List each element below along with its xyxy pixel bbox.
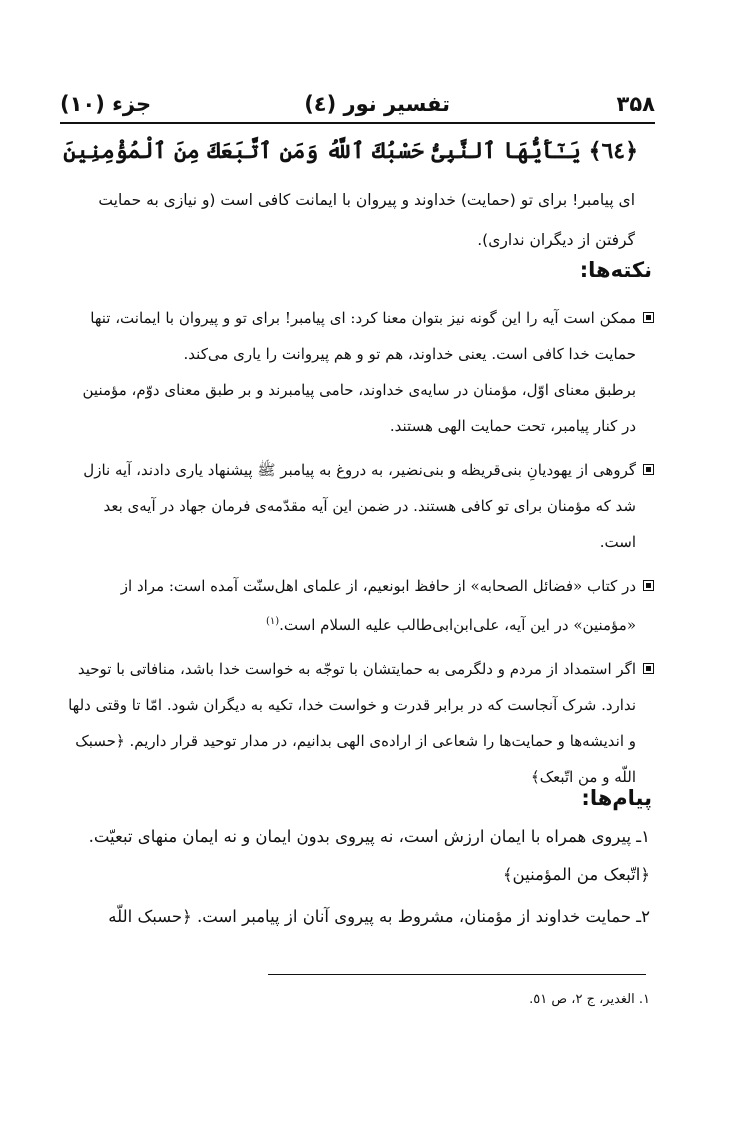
square-bullet-icon: [643, 580, 654, 591]
note-item: [64, 300, 654, 444]
note-text: گروهی از یهودیانِ بنی‌قریظه و بنی‌نضیر، به دروغ به پیامبر ﷺ پیشنهاد یاری دادند، آیه نازل شد که مؤمنان برای تو کافی هستند. در ضمن این آیه مقدّمه‌ی فرمان جهاد در آیه‌ی بعد است.: [83, 461, 636, 551]
book-title: تفسیر نور (٤): [304, 92, 450, 116]
notes-list: [64, 300, 654, 795]
note-text: اگر استمداد از مردم و دلگرمی به حمایتشان با توجّه به خواست خدا باشد، منافاتی با توحید ندارد. شرک آنجاست که در برابر قدرت و خواست خدا، تکیه به دیگران شود. امّا تا وقتی دلها و اندیشه‌ها و حمایت‌ها را شعاعی از اراده‌ی الهی بدانیم، در مدار توحید قرار داریم. ﴿حسبک اللّه و من اتّبعک﴾: [68, 660, 636, 786]
note-text-wrapper: [64, 568, 636, 643]
square-bullet-icon: [643, 663, 654, 674]
notes-heading: نکته‌ها:: [579, 258, 652, 282]
square-bullet-icon: [643, 464, 654, 475]
messages-list: [62, 818, 650, 940]
juz-label: جزء (١٠): [60, 92, 152, 116]
message-item: ٢ـ حمایت خداوند از مؤمنان، مشروط به پیروی آنان از پیامبر است. ﴿حسبک اللّه: [108, 907, 650, 926]
footnote: ١. الغدیر، ج ٢، ص ٥١.: [529, 992, 650, 1007]
footnote-reference[interactable]: (١): [265, 616, 280, 627]
verse-translation: ای پیامبر! برای تو (حمایت) خداوند و پیروان با ایمانت کافی است (و نیازی به حمایت گرفتن از دیگران نداری).: [98, 191, 635, 249]
message-item: ١ـ پیروی همراه با ایمان ارزش است، نه پیروی بدون ایمان و نه ایمان منهای تبعیّت. ﴿اتّبعک من المؤمنین﴾: [88, 827, 650, 884]
quran-verse: ﴿٦٤﴾ يَـٰٓأَيُّهَا ٱلنَّبِىُّ حَسْبُكَ ٱللَّهُ وَمَنِ ٱتَّبَعَكَ مِنَ ٱلْمُؤْمِنِينَ: [63, 138, 638, 164]
note-item: [64, 568, 654, 643]
note-item: [64, 452, 654, 560]
footnote-divider: [268, 974, 646, 975]
note-text: در کتاب «فضائل الصحابه» از حافظ ابونعیم، از علمای اهل‌سنّت آمده است: مراد از «مؤمنین» در این آیه، علی‌ابن‌ابی‌طالب علیه السلام است.: [120, 577, 636, 634]
running-header: [60, 92, 655, 124]
note-item: [64, 651, 654, 795]
note-text-continued: برطبق معنای اوّل، مؤمنان در سایه‌ی خداوند، حامی پیامبرند و بر طبق معنای دوّم، مؤمنین در کنار پیامبر، تحت حمایت الهی هستند.: [82, 381, 636, 435]
messages-heading: پیام‌ها:: [581, 786, 652, 810]
square-bullet-icon: [643, 312, 654, 323]
page-number: ۳۵۸: [616, 92, 655, 116]
note-text: ممکن است آیه را این گونه نیز بتوان معنا کرد: ای پیامبر! برای تو و پیروان با ایمانت، تنها حمایت خدا کافی است. یعنی خداوند، هم تو و هم پیروانت را یاری می‌کند.: [90, 309, 636, 363]
